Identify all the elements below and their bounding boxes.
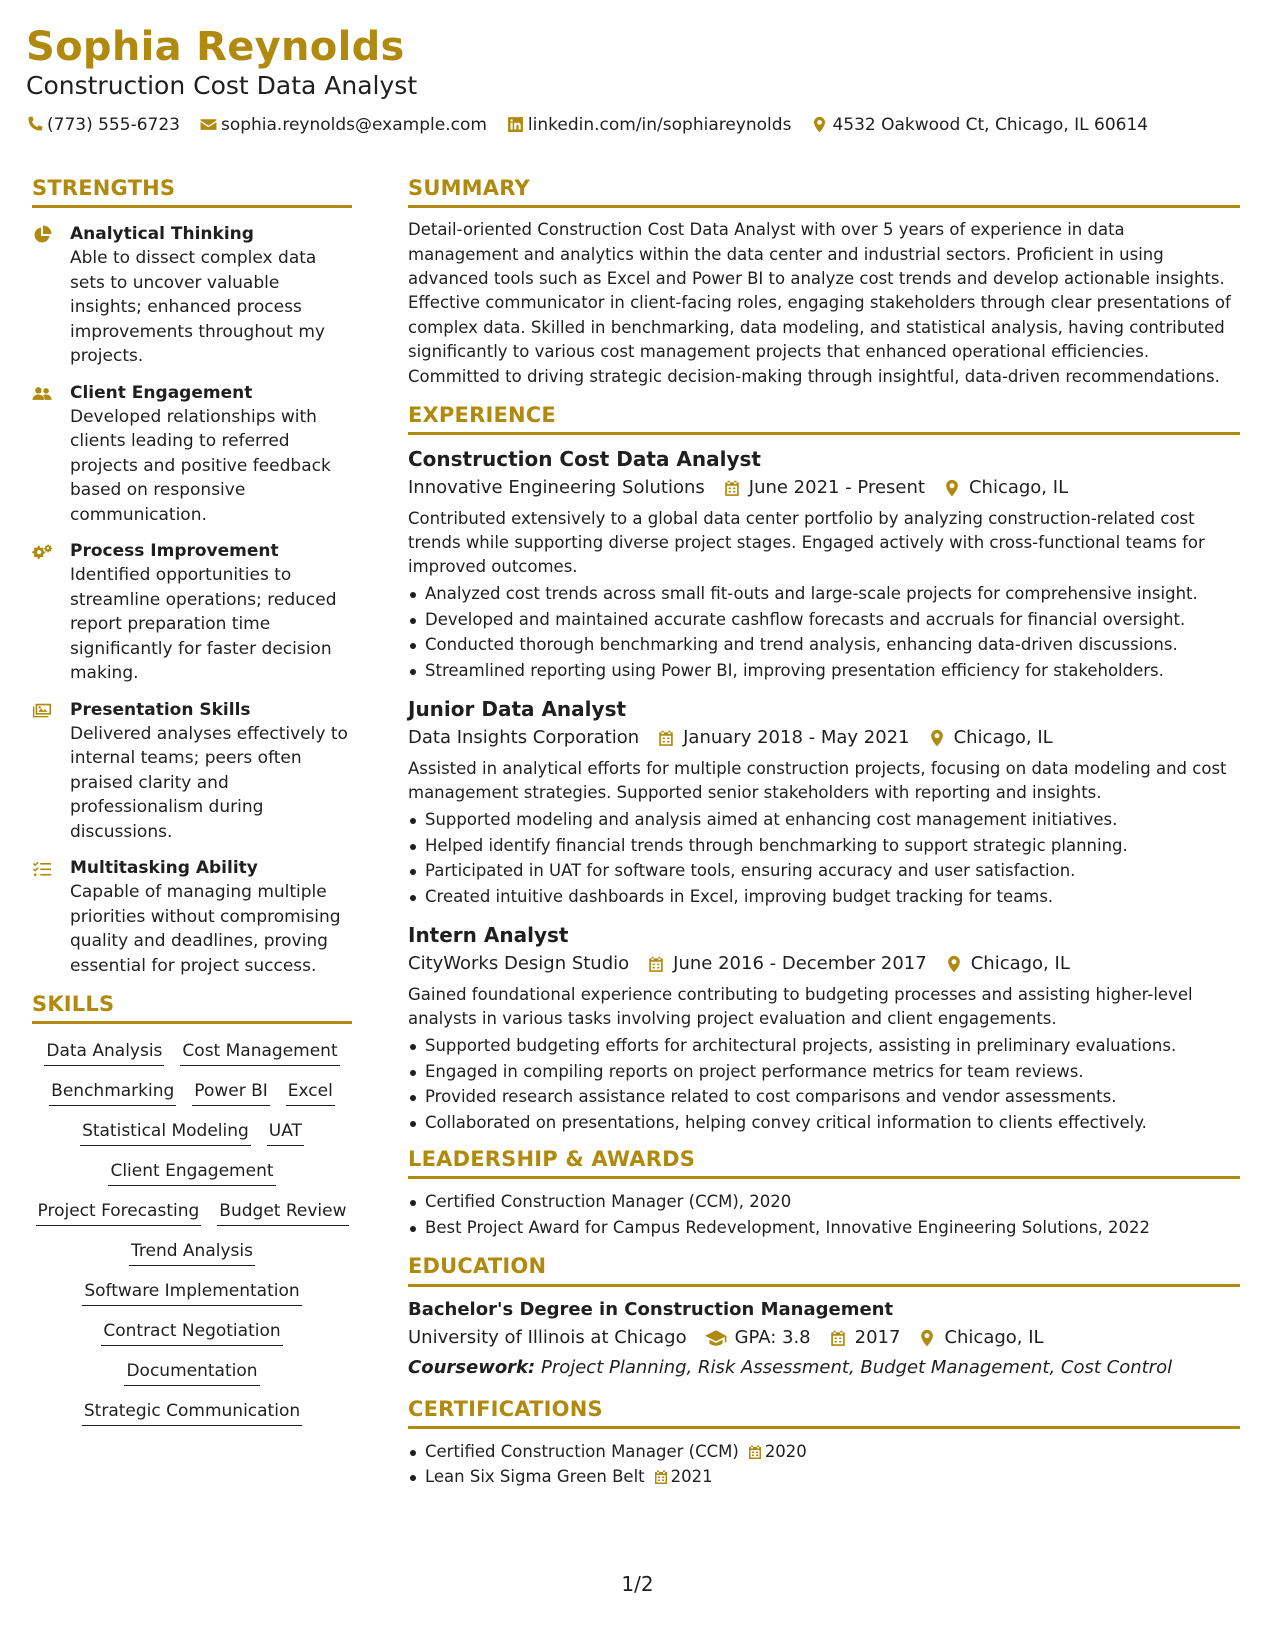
skill-tag: Budget Review xyxy=(217,1200,348,1226)
location-pin-icon xyxy=(918,1329,936,1347)
skill-tag: Benchmarking xyxy=(49,1080,176,1106)
skill-tag: Documentation xyxy=(124,1360,259,1386)
job-entry xyxy=(408,921,1240,1135)
leadership-heading: LEADERSHIP & AWARDS xyxy=(408,1147,1240,1179)
left-column xyxy=(32,176,352,1426)
right-column xyxy=(408,176,1240,1490)
skills-list xyxy=(32,1034,352,1426)
certifications-heading: CERTIFICATIONS xyxy=(408,1397,1240,1429)
skill-tag: UAT xyxy=(267,1120,304,1146)
skill-tag: Strategic Communication xyxy=(82,1400,302,1426)
job-description: Assisted in analytical efforts for multiple construction projects, focusing on data modeling and cost management strategies. Supported senior stakeholders with reporting and insights. xyxy=(408,759,1227,803)
calendar-icon xyxy=(723,479,741,497)
coursework xyxy=(408,1353,1240,1383)
company-name: Innovative Engineering Solutions xyxy=(408,477,705,499)
users-icon xyxy=(32,384,52,404)
resume-header xyxy=(26,22,1246,135)
list-item: Analyzed cost trends across small fit-outs and large-scale projects for comprehensive insight. xyxy=(408,581,1240,607)
job-bullets xyxy=(408,581,1240,683)
location-pin-icon xyxy=(928,729,946,747)
skill-tag: Cost Management xyxy=(180,1040,339,1066)
school-location: Chicago, IL xyxy=(944,1326,1044,1348)
strength-description: Capable of managing multiple priorities without compromising quality and deadlines, proving essential for project success. xyxy=(70,882,341,976)
calendar-icon xyxy=(653,1469,669,1485)
phone-number: (773) 555-6723 xyxy=(47,114,180,135)
list-item: Conducted thorough benchmarking and trend analysis, enhancing data-driven discussions. xyxy=(408,632,1240,658)
skill-tag: Software Implementation xyxy=(82,1280,301,1306)
list-item: Best Project Award for Campus Redevelopment, Innovative Engineering Solutions, 2022 xyxy=(408,1215,1240,1241)
job-position: Construction Cost Data Analyst xyxy=(408,447,761,472)
list-item: Supported modeling and analysis aimed at enhancing cost management initiatives. xyxy=(408,807,1240,833)
strength-title: Process Improvement xyxy=(70,541,279,562)
list-item: Supported budgeting efforts for architectural projects, assisting in preliminary evaluations. xyxy=(408,1033,1240,1059)
pie-chart-icon xyxy=(32,225,52,245)
job-location: Chicago, IL xyxy=(970,953,1070,975)
job-position: Intern Analyst xyxy=(408,923,569,948)
job-meta xyxy=(408,949,1240,979)
job-title: Construction Cost Data Analyst xyxy=(26,71,418,100)
coursework-label: Coursework: xyxy=(408,1356,536,1378)
calendar-icon xyxy=(647,955,665,973)
skill-tag: Statistical Modeling xyxy=(80,1120,251,1146)
linkedin-icon xyxy=(507,116,524,133)
job-position: Junior Data Analyst xyxy=(408,697,627,722)
cert-year: 2021 xyxy=(670,1467,713,1487)
job-dates: June 2021 - Present xyxy=(748,477,925,499)
skill-tag: Contract Negotiation xyxy=(101,1320,282,1346)
calendar-icon xyxy=(747,1444,763,1460)
phone-icon xyxy=(26,116,43,133)
candidate-name: Sophia Reynolds xyxy=(26,24,405,70)
education-heading: EDUCATION xyxy=(408,1254,1240,1286)
job-meta xyxy=(408,723,1240,753)
images-icon xyxy=(32,701,52,721)
company-name: Data Insights Corporation xyxy=(408,727,640,749)
strength-title: Multitasking Ability xyxy=(70,858,258,879)
job-bullets xyxy=(408,1033,1240,1135)
graduation-cap-icon xyxy=(705,1329,727,1347)
strength-item xyxy=(32,381,352,528)
gears-icon xyxy=(32,542,52,562)
list-item: Streamlined reporting using Power BI, improving presentation efficiency for stakeholders. xyxy=(408,658,1240,684)
skill-tag: Excel xyxy=(286,1080,335,1106)
list-item: Certified Construction Manager (CCM), 2020 xyxy=(408,1189,1240,1215)
contact-bar xyxy=(26,115,1246,135)
gpa: GPA: 3.8 xyxy=(734,1326,811,1348)
strength-description: Developed relationships with clients leading to referred projects and positive feedback based on responsive communication. xyxy=(70,406,331,525)
strength-item xyxy=(32,856,352,978)
strength-item xyxy=(32,698,352,845)
job-description: Contributed extensively to a global data center portfolio by analyzing construction-related cost trends while supporting diverse project stages. Engaged actively with cross-functional teams for improved outcomes. xyxy=(408,509,1205,577)
leadership-list xyxy=(408,1189,1240,1240)
list-check-icon xyxy=(32,859,52,879)
list-item: Helped identify financial trends through benchmarking to support strategic planning. xyxy=(408,833,1240,859)
list-item: Collaborated on presentations, helping convey critical information to clients effectively. xyxy=(408,1110,1240,1136)
list-item: Engaged in compiling reports on project performance metrics for team reviews. xyxy=(408,1059,1240,1085)
skill-tag: Trend Analysis xyxy=(129,1240,255,1266)
job-location: Chicago, IL xyxy=(968,477,1069,499)
calendar-icon xyxy=(657,729,675,747)
cert-year: 2020 xyxy=(764,1441,807,1461)
summary-heading: SUMMARY xyxy=(408,176,1240,208)
linkedin-contact[interactable] xyxy=(507,115,792,135)
strength-title: Presentation Skills xyxy=(70,699,251,720)
strengths-heading: STRENGTHS xyxy=(32,176,352,208)
page-number: 1/2 xyxy=(621,1572,654,1596)
coursework-list: Project Planning, Risk Assessment, Budget Management, Cost Control xyxy=(540,1356,1173,1378)
strength-description: Delivered analyses effectively to internal teams; peers often praised clarity and professionalism during discussions. xyxy=(70,723,348,842)
job-location: Chicago, IL xyxy=(953,727,1053,749)
company-name: CityWorks Design Studio xyxy=(408,953,630,975)
skill-tag: Project Forecasting xyxy=(36,1200,202,1226)
strength-description: Able to dissect complex data sets to uncover valuable insights; enhanced process improvements throughout my projects. xyxy=(70,248,325,367)
skill-tag: Power BI xyxy=(192,1080,269,1106)
job-meta xyxy=(408,473,1240,503)
experience-heading: EXPERIENCE xyxy=(408,403,1240,435)
graduation-year: 2017 xyxy=(854,1326,901,1348)
envelope-icon xyxy=(200,116,217,133)
summary-text: Detail-oriented Construction Cost Data Analyst with over 5 years of experience in data management and analytics within the data center and industrial sectors. Proficient in using advanced tools such as Excel and Power BI to analyze cost trends and develop actionable insights. Effective communicator in client-facing roles, engaging stakeholders through clear presentations of complex data. Skilled in benchmarking, data modeling, and statistical analysis, having contributed significantly to various cost management projects that enhanced operational efficiencies. Committed to driving strategic decision-making through insightful, data-driven recommendations. xyxy=(408,220,1231,386)
street-address: 4532 Oakwood Ct, Chicago, IL 60614 xyxy=(832,114,1149,135)
location-pin-icon xyxy=(945,955,963,973)
strength-item xyxy=(32,222,352,369)
strengths-list xyxy=(32,218,352,978)
calendar-icon xyxy=(829,1329,847,1347)
job-entry xyxy=(408,695,1240,909)
list-item xyxy=(408,1464,1240,1490)
location-pin-icon xyxy=(811,116,828,133)
list-item: Participated in UAT for software tools, ensuring accuracy and user satisfaction. xyxy=(408,858,1240,884)
job-description: Gained foundational experience contributing to budgeting processes and assisting higher-level analysts in various tasks involving project evaluation and client engagements. xyxy=(408,985,1193,1029)
location-pin-icon xyxy=(943,479,961,497)
certifications-list xyxy=(408,1439,1240,1490)
strength-title: Client Engagement xyxy=(70,382,253,403)
education-meta xyxy=(408,1323,1240,1353)
email-address: sophia.reynolds@example.com xyxy=(220,114,487,135)
school-name: University of Illinois at Chicago xyxy=(408,1326,687,1348)
job-bullets xyxy=(408,807,1240,909)
list-item: Created intuitive dashboards in Excel, improving budget tracking for teams. xyxy=(408,884,1240,910)
job-dates: June 2016 - December 2017 xyxy=(673,953,927,975)
email-contact[interactable] xyxy=(200,115,487,135)
skills-heading: SKILLS xyxy=(32,992,352,1024)
education-entry xyxy=(408,1297,1240,1383)
skill-tag: Client Engagement xyxy=(108,1160,275,1186)
skill-tag: Data Analysis xyxy=(44,1040,164,1066)
list-item xyxy=(408,1439,1240,1465)
job-dates: January 2018 - May 2021 xyxy=(683,727,910,749)
degree-name: Bachelor's Degree in Construction Management xyxy=(408,1298,894,1320)
cert-name: Certified Construction Manager (CCM) xyxy=(425,1441,739,1461)
strength-item xyxy=(32,539,352,686)
list-item: Developed and maintained accurate cashflow forecasts and accruals for financial oversight. xyxy=(408,607,1240,633)
cert-name: Lean Six Sigma Green Belt xyxy=(425,1467,645,1487)
phone-contact[interactable] xyxy=(26,115,180,135)
list-item: Provided research assistance related to cost comparisons and vendor assessments. xyxy=(408,1084,1240,1110)
linkedin-url: linkedin.com/in/sophiareynolds xyxy=(527,114,792,135)
address-contact xyxy=(811,115,1148,135)
job-entry xyxy=(408,445,1240,683)
strength-description: Identified opportunities to streamline operations; reduced report preparation time significantly for faster decision making. xyxy=(70,565,337,684)
strength-title: Analytical Thinking xyxy=(70,224,254,245)
